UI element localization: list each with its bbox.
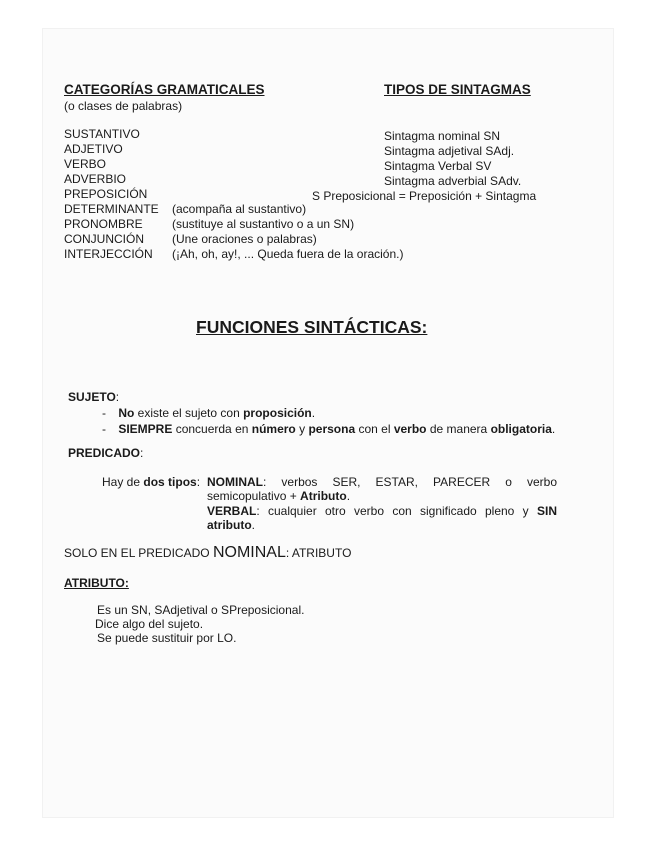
sintagma-item: Sintagma nominal SN: [384, 129, 501, 143]
predicado-nominal-line1: [207, 475, 557, 489]
verbal-atributo: atributo: [207, 518, 252, 532]
predicado-heading: [68, 446, 143, 460]
verbal-label: VERBAL: [207, 504, 257, 518]
nominal-label: NOMINAL: [207, 475, 263, 489]
predicado-nominal-line2: [207, 489, 350, 503]
sujeto-heading: [68, 390, 119, 404]
sintagma-item: Sintagma Verbal SV: [384, 159, 492, 173]
categoria-name: INTERJECCIÓN: [64, 247, 153, 261]
sujeto-no: No: [118, 406, 135, 420]
verbal-text: : cualquier otro verbo con significado pleno y: [256, 504, 537, 518]
sujeto-text: .: [311, 406, 316, 420]
categoria-note: (acompaña al sustantivo): [172, 202, 307, 216]
categoria-name: ADJETIVO: [64, 142, 123, 156]
categoria-note: (sustituye al sustantivo o a un SN): [172, 217, 355, 231]
predicado-intro: [102, 475, 200, 489]
categoria-name: VERBO: [64, 157, 107, 171]
atributo-line: Se puede sustituir por LO.: [97, 631, 237, 645]
solo-text: : ATRIBUTO: [285, 546, 352, 560]
sujeto-verbo: verbo: [393, 422, 427, 436]
categorias-subtitle: (o clases de palabras): [64, 99, 183, 113]
categoria-name: PRONOMBRE: [64, 217, 143, 231]
verbal-sin: SIN: [536, 504, 557, 518]
sintagmas-title: TIPOS DE SINTAGMAS: [384, 82, 531, 97]
sintagma-item: Sintagma adjetival SAdj.: [384, 144, 515, 158]
solo-text: SOLO EN EL PREDICADO: [64, 546, 213, 560]
predicado-text: Hay de: [102, 475, 144, 489]
sintagma-item: S Preposicional = Preposición + Sintagma: [312, 189, 537, 203]
sujeto-obligatoria: obligatoria: [490, 422, 552, 436]
bullet-dash: -: [102, 406, 106, 420]
atributo-heading: ATRIBUTO:: [64, 576, 129, 590]
nominal-text: : verbos SER, ESTAR, PARECER o verbo: [263, 475, 557, 489]
solo-predicado-nominal: [64, 546, 351, 560]
sujeto-label: SUJETO: [68, 390, 116, 404]
sujeto-text: concuerda en: [172, 422, 252, 436]
solo-nominal: NOMINAL: [212, 544, 286, 561]
categorias-title: CATEGORÍAS GRAMATICALES: [64, 82, 265, 97]
predicado-colon: :: [140, 446, 144, 460]
predicado-verbal-line2: [207, 518, 255, 532]
categoria-name: PREPOSICIÓN: [64, 187, 148, 201]
predicado-verbal-line1: [207, 504, 557, 518]
sujeto-text: existe el sujeto con: [134, 406, 244, 420]
predicado-label: PREDICADO: [68, 446, 141, 460]
nominal-text: semicopulativo +: [207, 489, 301, 503]
atributo-line: Es un SN, SAdjetival o SPreposicional.: [97, 603, 305, 617]
sujeto-text: de manera: [426, 422, 491, 436]
bullet-dash: -: [102, 422, 106, 436]
sujeto-text: con el: [355, 422, 394, 436]
categoria-note: (¡Ah, oh, ay!, ... Queda fuera de la oración.): [172, 247, 404, 261]
sujeto-colon: :: [115, 390, 120, 404]
sujeto-proposicion: proposición: [243, 406, 312, 420]
sujeto-text: y: [295, 422, 309, 436]
sujeto-bullet-1: [102, 406, 315, 420]
predicado-dos-tipos: dos tipos: [143, 475, 197, 489]
sintagma-item: Sintagma adverbial SAdv.: [384, 174, 522, 188]
nominal-atributo: Atributo: [300, 489, 347, 503]
verbal-text: .: [251, 518, 256, 532]
sujeto-text: .: [551, 422, 556, 436]
atributo-line: Dice algo del sujeto.: [95, 617, 204, 631]
sujeto-persona: persona: [308, 422, 356, 436]
categoria-name: DETERMINANTE: [64, 202, 159, 216]
categoria-name: ADVERBIO: [64, 172, 127, 186]
sujeto-siempre: SIEMPRE: [118, 422, 173, 436]
predicado-text: :: [196, 475, 201, 489]
sujeto-bullet-2: [102, 422, 555, 436]
categoria-name: SUSTANTIVO: [64, 127, 140, 141]
sujeto-numero: número: [251, 422, 296, 436]
categoria-note: (Une oraciones o palabras): [172, 232, 317, 246]
funciones-title: FUNCIONES SINTÁCTICAS:: [196, 317, 428, 337]
categoria-name: CONJUNCIÓN: [64, 232, 144, 246]
nominal-text: .: [346, 489, 351, 503]
